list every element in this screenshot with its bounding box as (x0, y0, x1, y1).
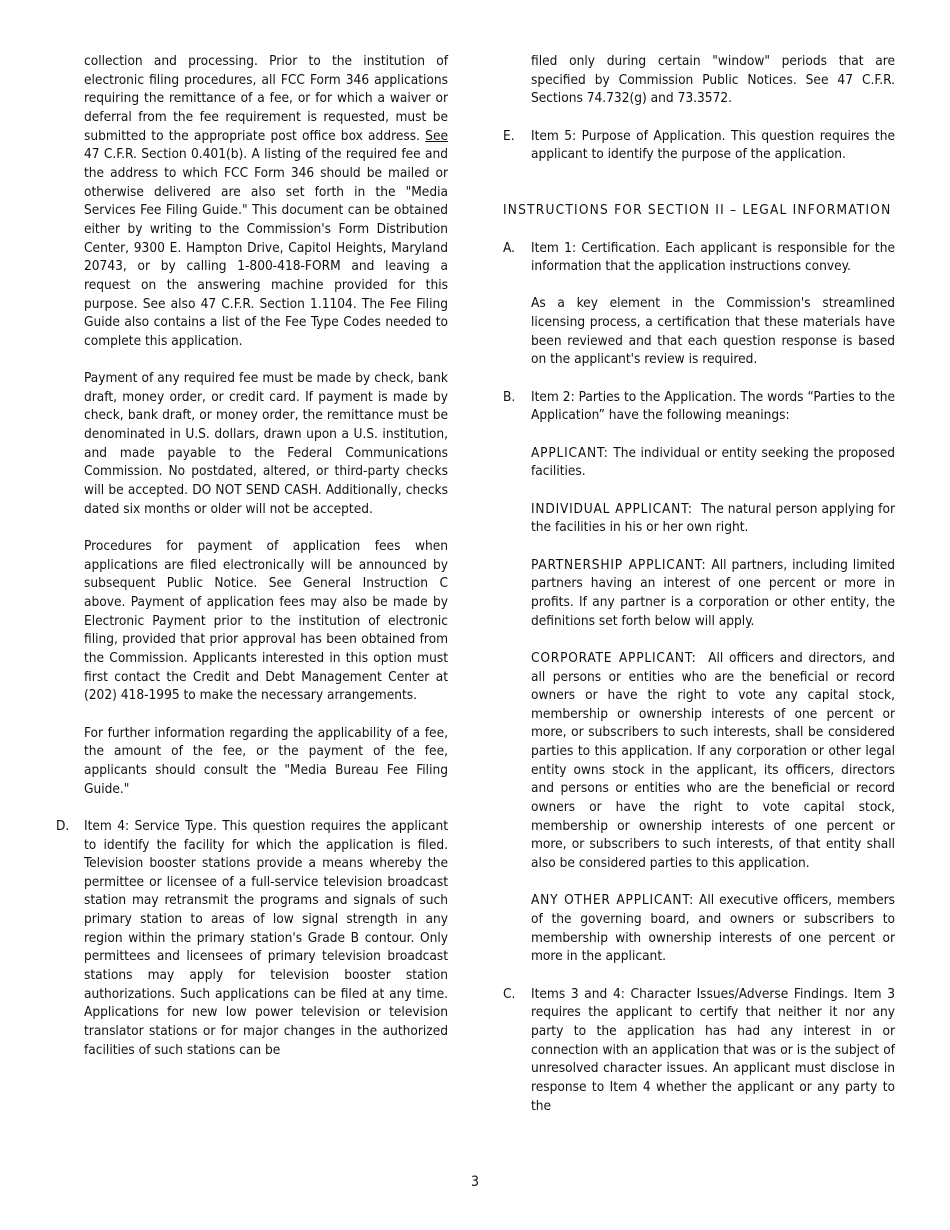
item-label: B. (503, 388, 516, 405)
window-periods-paragraph: filed only during certain "window" periods that are specified by Commission Public Notices. See 47 C.F.R. Sections 74.732(g) and 73.3572. (531, 53, 895, 107)
item-label: A. (503, 239, 516, 256)
item-text: Item 5: Purpose of Application. This question requires the applicant to identify the purpose of the application. (531, 127, 895, 163)
item-b-parties (503, 388, 895, 425)
item-c-character-issues (503, 985, 895, 1116)
item-d-service-type (56, 817, 448, 1060)
item-text: Item 4: Service Type. This question requires the applicant to identify the facility for which the application is filed. Television booster stations provide a means whereby the permittee or licensee of a full-service television broadcast station may retransmit the programs and signals of such primary station to areas of low signal strength in any region within the primary station's Grade B contour. Only permittees and licensees of primary television broadcast stations may apply for television booster station authorizations. Such applications can be filed at any time. Applications for new low power television or television translator stations or for major changes in the authorized facilities of such stations can be (84, 817, 448, 1058)
definition-term: APPLICANT: (531, 444, 609, 461)
definition-corporate-applicant: CORPORATE APPLICANT: All officers and directors, and all persons or entities who are the beneficial or record owners or have the right to vote any capital stock, membership or ownership interests of one percent or more, or subscribers to such interests, shall be considered parties to this application. If any corporation or other legal entity owns stock in the applicant, its officers, directors and persons or entities who are the beneficial or record owners or have the right to vote capital stock, membership or ownership interests of one percent or more, or subscribers to such interests, of that entity shall also be considered parties to this application. (531, 649, 895, 872)
item-text: Items 3 and 4: Character Issues/Adverse Findings. Item 3 requires the applicant to certify that neither it nor any party to the application has had any interest in or connection with an application that was or is the subject of unresolved character issues. An applicant must disclose in response to Item 4 whether the applicant or any party to the (531, 985, 895, 1114)
certification-paragraph: As a key element in the Commission's streamlined licensing process, a certification that these materials have been reviewed and that each question response is based on the applicant's review is required. (531, 295, 895, 368)
fee-guide-paragraph: For further information regarding the applicability of a fee, the amount of the fee, or the payment of the fee, applicants should consult the "Media Bureau Fee Filing Guide." (84, 724, 448, 797)
item-e-purpose (503, 127, 895, 164)
section-heading: INSTRUCTIONS FOR SECTION II – LEGAL INFORMATION (503, 202, 892, 219)
item-label: E. (503, 127, 515, 144)
definition-applicant: APPLICANT: The individual or entity seeking the proposed facilities. (531, 444, 895, 480)
definition-term: ANY OTHER APPLICANT: (531, 892, 695, 909)
definition-term: CORPORATE APPLICANT: (531, 649, 697, 666)
left-column (56, 52, 448, 1059)
item-a-certification (503, 239, 895, 276)
item-text: Item 2: Parties to the Application. The words “Parties to the Application” have the following meanings: (531, 388, 895, 424)
right-column (503, 52, 895, 1115)
definition-term: PARTNERSHIP APPLICANT: (531, 556, 707, 573)
item-text: Item 1: Certification. Each applicant is responsible for the information that the application instructions convey. (531, 239, 895, 275)
electronic-payment-paragraph: Procedures for payment of application fees when applications are filed electronically will be announced by subsequent Public Notice. See General Instruction C above. Payment of application fees may also be made by Electronic Payment prior to the institution of electronic filing, provided that prior approval has been obtained from the Commission. Applicants interested in this option must first contact the Credit and Debt Management Center at (202) 418-1995 to make the necessary arrangements. (84, 538, 448, 704)
see-reference: See (425, 127, 448, 144)
item-label: D. (56, 817, 70, 834)
definition-individual-applicant: INDIVIDUAL APPLICANT: The natural person applying for the facilities in his or her own right. (531, 500, 895, 536)
page-number: 3 (470, 1174, 479, 1190)
definition-other-applicant: ANY OTHER APPLICANT: All executive officers, members of the governing board, and owners or subscribers to membership with ownership interests of one percent or more in the applicant. (531, 892, 895, 965)
item-label: C. (503, 985, 516, 1002)
definition-term: INDIVIDUAL APPLICANT: (531, 500, 693, 517)
fee-payment-paragraph: Payment of any required fee must be made by check, bank draft, money order, or credit card. If payment is made by check, bank draft, or money order, the remittance must be denominated in U.S. dollars, drawn upon a U.S. institution, and made payable to the Federal Communications Commission. No postdated, altered, or third-party checks will be accepted. DO NOT SEND CASH. Additionally, checks dated six months or older will not be accepted. (84, 370, 448, 517)
definition-partnership-applicant: PARTNERSHIP APPLICANT: All partners, including limited partners having an interest of one percent or more in profits. If any partner is a corporation or other entity, the definitions set forth below will apply. (531, 556, 896, 629)
fee-filing-paragraph: collection and processing. Prior to the institution of electronic filing procedures, all FCC Form 346 applications requiring the remittance of a fee, or for which a waiver or deferral from the fee requirement is requested, must be submitted to the appropriate post office box address. See 47 C.F.R. Section 0.401(b). A listing of the required fee and the address to which FCC Form 346 should be mailed or otherwise delivered are also set forth in the "Media Services Fee Filing Guide." This document can be obtained either by writing to the Commission's Form Distribution Center, 9300 E. Hampton Drive, Capitol Heights, Maryland 20743, or by calling 1-800-418-FORM and leaving a request on the answering machine provided for this purpose. See also 47 C.F.R. Section 1.1104. The Fee Filing Guide also contains a list of the Fee Type Codes needed to complete this application. (84, 53, 448, 349)
